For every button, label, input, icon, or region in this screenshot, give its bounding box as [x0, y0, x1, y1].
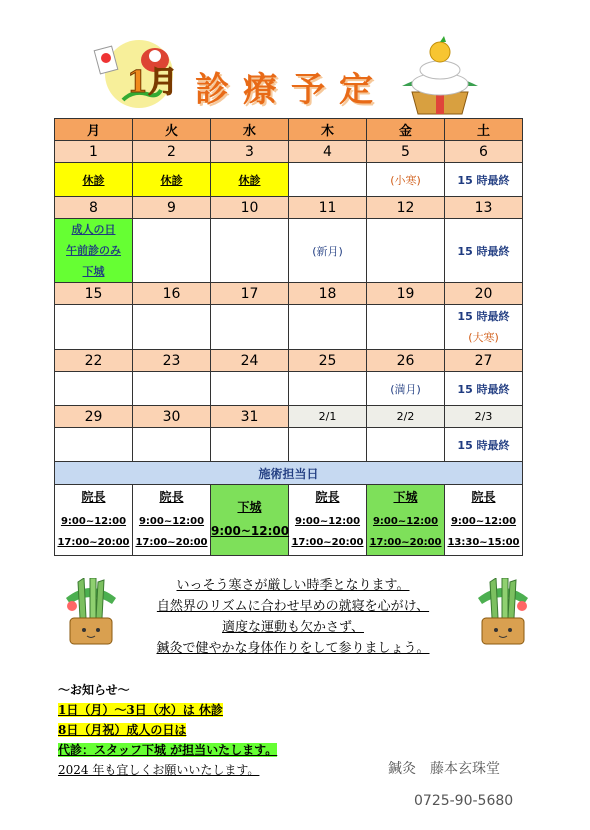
- note-line-solar-term: (大寒): [468, 331, 499, 344]
- date-cell: 17: [211, 283, 289, 305]
- notice-line-substitute: 代診：スタッフ下城 が担当いたします。: [58, 743, 278, 757]
- note-cell: [133, 428, 211, 462]
- staff-name: 院長: [81, 489, 106, 504]
- date-cell: 12: [367, 197, 445, 219]
- note-line: 下城: [82, 265, 105, 278]
- date-cell-next-month: 2/1: [289, 406, 367, 428]
- note-cell: [289, 163, 367, 197]
- weekday-header-row: [55, 119, 523, 141]
- note-cell: [55, 428, 133, 462]
- weekday-thu: 木: [289, 119, 367, 141]
- note-cell-closed: 休診: [55, 163, 133, 197]
- weekday-sat: 土: [445, 119, 523, 141]
- date-cell: 22: [55, 350, 133, 372]
- note-cell: [367, 219, 445, 283]
- note-cell: [133, 305, 211, 350]
- note-cell: [55, 372, 133, 406]
- note-cell: [289, 428, 367, 462]
- date-cell: 31: [211, 406, 289, 428]
- note-row: [55, 305, 523, 350]
- notice-line-closed: 1日（月）～3日（水）は 休診: [58, 703, 223, 717]
- note-line: 午前診のみ: [66, 244, 121, 257]
- note-cell: [211, 428, 289, 462]
- clinic-name: 鍼灸 藤本玄珠堂: [388, 761, 500, 777]
- note-cell: [133, 219, 211, 283]
- note-cell-last-appointment: 15 時最終: [445, 372, 523, 406]
- weekday-mon: 月: [55, 119, 133, 141]
- date-cell: 25: [289, 350, 367, 372]
- notice-heading: ～お知らせ～: [58, 683, 130, 697]
- staff-time: 17:00~20:00: [57, 536, 130, 548]
- staff-row: [55, 485, 523, 556]
- note-cell: [367, 428, 445, 462]
- staff-cell: [211, 485, 289, 556]
- note-row: [55, 219, 523, 283]
- date-cell: 20: [445, 283, 523, 305]
- date-cell: 30: [133, 406, 211, 428]
- note-cell: [289, 305, 367, 350]
- staff-name: 下城: [237, 500, 262, 514]
- weekday-wed: 水: [211, 119, 289, 141]
- note-cell-holiday: [55, 219, 133, 283]
- date-row: [55, 197, 523, 219]
- note-row: [55, 163, 523, 197]
- staff-time: 9:00~12:00: [450, 515, 517, 527]
- message-line: いっそう寒さが厳しい時季となります。: [176, 578, 410, 593]
- staff-time: 17:00~20:00: [291, 536, 364, 548]
- date-cell: 16: [133, 283, 211, 305]
- date-cell: 19: [367, 283, 445, 305]
- kadomatsu-illustration: [58, 578, 124, 648]
- section-row: [55, 462, 523, 485]
- message-line: 自然界のリズムに合わせ早めの就寝を心がけ、: [156, 599, 430, 614]
- staff-name: 下城: [393, 489, 418, 504]
- date-cell: 26: [367, 350, 445, 372]
- staff-cell: [367, 485, 445, 556]
- section-title: 施術担当日: [55, 462, 523, 485]
- date-cell: 1: [55, 141, 133, 163]
- staff-time: 9:00~12:00: [372, 515, 439, 527]
- message-line: 適度な運動も欠かさず、: [222, 620, 364, 635]
- date-row: [55, 283, 523, 305]
- weekday-tue: 火: [133, 119, 211, 141]
- note-cell-solar-term: (小寒): [367, 163, 445, 197]
- note-cell: [211, 372, 289, 406]
- staff-time: 17:00~20:00: [369, 536, 442, 548]
- staff-cell: [445, 485, 523, 556]
- date-cell: 15: [55, 283, 133, 305]
- page-title: 診療予定: [195, 70, 387, 110]
- notice-line-holiday: 8日（月祝）成人の日は: [58, 723, 187, 737]
- staff-time: 9:00~12:00: [138, 515, 205, 527]
- date-cell: 10: [211, 197, 289, 219]
- date-cell: 8: [55, 197, 133, 219]
- note-cell: [133, 372, 211, 406]
- note-row: [55, 372, 523, 406]
- staff-time: 17:00~20:00: [135, 536, 208, 548]
- note-cell-last-appointment: [445, 305, 523, 350]
- notice-line-greeting: 2024 年も宜しくお願いいたします。: [58, 763, 260, 777]
- seasonal-message: [128, 575, 458, 659]
- note-cell-moon-phase: (満月): [367, 372, 445, 406]
- note-cell-last-appointment: 15 時最終: [445, 428, 523, 462]
- staff-name: 院長: [471, 489, 496, 504]
- phone-number: 0725-90-5680: [414, 793, 514, 809]
- date-cell: 6: [445, 141, 523, 163]
- note-cell: [211, 219, 289, 283]
- date-cell: 18: [289, 283, 367, 305]
- note-cell-last-appointment: 15 時最終: [445, 219, 523, 283]
- date-cell: 3: [211, 141, 289, 163]
- note-cell-last-appointment: 15 時最終: [445, 163, 523, 197]
- note-line: 15 時最終: [457, 310, 510, 323]
- date-cell: 11: [289, 197, 367, 219]
- date-cell: 2: [133, 141, 211, 163]
- note-cell: [55, 305, 133, 350]
- staff-time: 13:30~15:00: [447, 536, 520, 548]
- staff-time: 9:00~12:00: [211, 524, 290, 538]
- date-cell: 27: [445, 350, 523, 372]
- staff-name: 院長: [159, 489, 184, 504]
- staff-name: 院長: [315, 489, 340, 504]
- staff-time: 9:00~12:00: [60, 515, 127, 527]
- note-cell: [367, 305, 445, 350]
- note-line: 成人の日: [71, 223, 116, 236]
- date-cell: 5: [367, 141, 445, 163]
- staff-cell: [133, 485, 211, 556]
- note-cell-closed: 休診: [211, 163, 289, 197]
- note-row: [55, 428, 523, 462]
- message-line: 鍼灸で健やかな身体作りをして参りましょう。: [156, 641, 430, 656]
- month-badge-illustration: [93, 30, 185, 110]
- date-cell: 4: [289, 141, 367, 163]
- month-badge-text: 1月: [127, 65, 178, 100]
- staff-time: 9:00~12:00: [294, 515, 361, 527]
- date-cell: 24: [211, 350, 289, 372]
- notice-section: [58, 680, 277, 780]
- date-cell: 13: [445, 197, 523, 219]
- date-cell-next-month: 2/2: [367, 406, 445, 428]
- kadomatsu-illustration: [470, 578, 536, 648]
- date-cell: 29: [55, 406, 133, 428]
- note-cell-closed: 休診: [133, 163, 211, 197]
- note-cell-moon-phase: (新月): [289, 219, 367, 283]
- date-row: [55, 406, 523, 428]
- note-cell: [289, 372, 367, 406]
- staff-cell: [55, 485, 133, 556]
- note-cell: [211, 305, 289, 350]
- weekday-fri: 金: [367, 119, 445, 141]
- date-cell-next-month: 2/3: [445, 406, 523, 428]
- date-cell: 23: [133, 350, 211, 372]
- kagami-mochi-illustration: [392, 36, 488, 116]
- date-row: [55, 141, 523, 163]
- staff-cell: [289, 485, 367, 556]
- schedule-calendar: [54, 118, 523, 556]
- date-row: [55, 350, 523, 372]
- date-cell: 9: [133, 197, 211, 219]
